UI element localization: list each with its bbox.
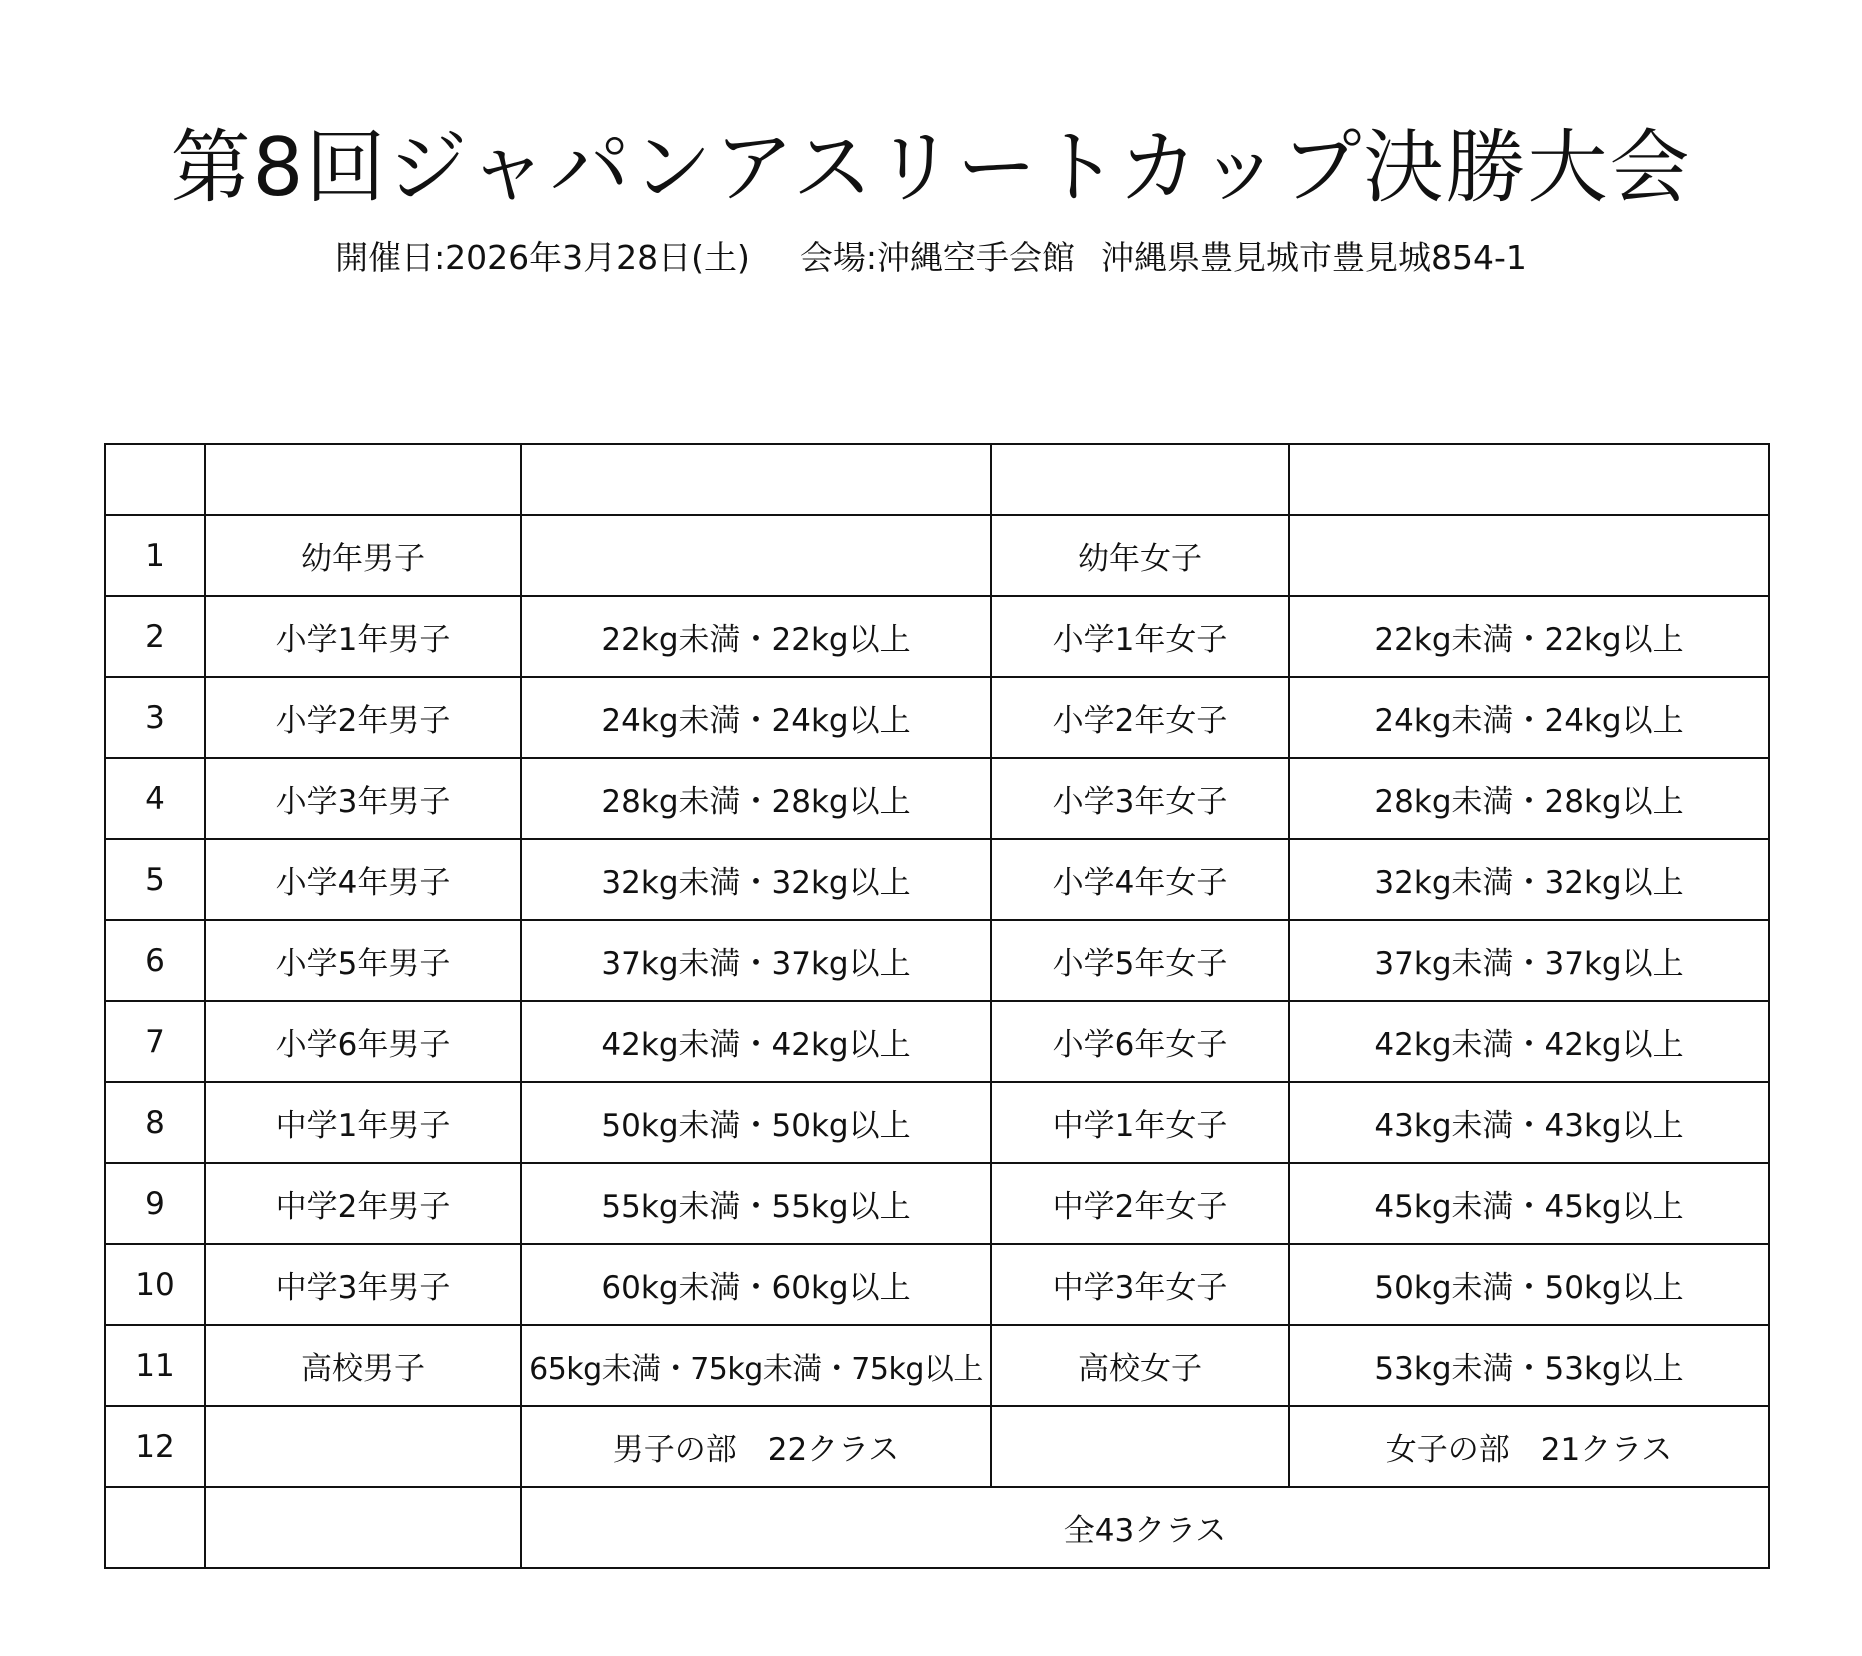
page-title: 第8回ジャパンアスリートカップ決勝大会 (170, 121, 1692, 214)
boys-weight-classes: 50kg未満・50kg以上 (521, 1082, 991, 1163)
girls-weight-classes: 50kg未満・50kg以上 (1289, 1244, 1769, 1325)
row-number: 5 (105, 839, 205, 920)
boys-division: 小学2年男子 (205, 677, 521, 758)
table-row (105, 677, 1769, 758)
event-info (0, 236, 1862, 280)
row-number: 7 (105, 1001, 205, 1082)
girls-division: 小学2年女子 (991, 677, 1289, 758)
grand-total-row (105, 1487, 1769, 1568)
row-number: 3 (105, 677, 205, 758)
boys-weight-classes (521, 515, 991, 596)
boys-division: 幼年男子 (205, 515, 521, 596)
table-header-cell (521, 444, 991, 515)
girls-division: 高校女子 (991, 1325, 1289, 1406)
boys-division: 小学1年男子 (205, 596, 521, 677)
grand-total-empty-cell (105, 1487, 205, 1568)
event-address: 沖縄県豊見城市豊見城854-1 (1101, 238, 1527, 277)
girls-weight-classes: 42kg未満・42kg以上 (1289, 1001, 1769, 1082)
boys-division: 中学1年男子 (205, 1082, 521, 1163)
girls-weight-classes (1289, 515, 1769, 596)
boys-division: 小学3年男子 (205, 758, 521, 839)
girls-weight-classes: 22kg未満・22kg以上 (1289, 596, 1769, 677)
table-header-cell (105, 444, 205, 515)
boys-weight-classes: 55kg未満・55kg以上 (521, 1163, 991, 1244)
table-header-cell (1289, 444, 1769, 515)
table-row (105, 1325, 1769, 1406)
class-table (104, 443, 1770, 1569)
table-row (105, 1001, 1769, 1082)
class-table-body (105, 444, 1769, 1568)
table-header-cell (991, 444, 1289, 515)
row-number: 8 (105, 1082, 205, 1163)
girls-division: 小学3年女子 (991, 758, 1289, 839)
boys-division: 中学2年男子 (205, 1163, 521, 1244)
table-row (105, 1244, 1769, 1325)
row-number: 9 (105, 1163, 205, 1244)
boys-class-total: 男子の部 22クラス (521, 1406, 991, 1487)
table-row (105, 515, 1769, 596)
summary-empty-cell (205, 1406, 521, 1487)
girls-division: 小学1年女子 (991, 596, 1289, 677)
boys-division: 小学5年男子 (205, 920, 521, 1001)
table-header-cell (205, 444, 521, 515)
girls-division: 中学3年女子 (991, 1244, 1289, 1325)
boys-weight-classes: 60kg未満・60kg以上 (521, 1244, 991, 1325)
girls-weight-classes: 37kg未満・37kg以上 (1289, 920, 1769, 1001)
boys-weight-classes: 24kg未満・24kg以上 (521, 677, 991, 758)
boys-weight-classes: 37kg未満・37kg以上 (521, 920, 991, 1001)
girls-division: 小学6年女子 (991, 1001, 1289, 1082)
row-number: 11 (105, 1325, 205, 1406)
summary-empty-cell (991, 1406, 1289, 1487)
grand-total: 全43クラス (521, 1487, 1769, 1568)
boys-weight-classes: 65kg未満・75kg未満・75kg以上 (521, 1325, 991, 1406)
row-number: 1 (105, 515, 205, 596)
row-number: 4 (105, 758, 205, 839)
boys-division: 小学6年男子 (205, 1001, 521, 1082)
table-header-row (105, 444, 1769, 515)
row-number: 12 (105, 1406, 205, 1487)
table-row (105, 596, 1769, 677)
row-number: 6 (105, 920, 205, 1001)
girls-weight-classes: 53kg未満・53kg以上 (1289, 1325, 1769, 1406)
girls-weight-classes: 43kg未満・43kg以上 (1289, 1082, 1769, 1163)
grand-total-empty-cell (205, 1487, 521, 1568)
summary-row (105, 1406, 1769, 1487)
girls-class-total: 女子の部 21クラス (1289, 1406, 1769, 1487)
girls-weight-classes: 24kg未満・24kg以上 (1289, 677, 1769, 758)
girls-division: 中学2年女子 (991, 1163, 1289, 1244)
girls-division: 幼年女子 (991, 515, 1289, 596)
boys-division: 中学3年男子 (205, 1244, 521, 1325)
row-number: 10 (105, 1244, 205, 1325)
boys-weight-classes: 32kg未満・32kg以上 (521, 839, 991, 920)
girls-weight-classes: 32kg未満・32kg以上 (1289, 839, 1769, 920)
table-row (105, 1082, 1769, 1163)
girls-division: 中学1年女子 (991, 1082, 1289, 1163)
boys-weight-classes: 28kg未満・28kg以上 (521, 758, 991, 839)
row-number: 2 (105, 596, 205, 677)
boys-weight-classes: 22kg未満・22kg以上 (521, 596, 991, 677)
boys-division: 小学4年男子 (205, 839, 521, 920)
table-row (105, 839, 1769, 920)
girls-weight-classes: 28kg未満・28kg以上 (1289, 758, 1769, 839)
event-venue: 会場:沖縄空手会館 (799, 238, 1076, 277)
boys-division: 高校男子 (205, 1325, 521, 1406)
girls-division: 小学4年女子 (991, 839, 1289, 920)
table-row (105, 1163, 1769, 1244)
table-row (105, 920, 1769, 1001)
girls-weight-classes: 45kg未満・45kg以上 (1289, 1163, 1769, 1244)
event-date: 開催日:2026年3月28日(土) (335, 238, 750, 277)
boys-weight-classes: 42kg未満・42kg以上 (521, 1001, 991, 1082)
girls-division: 小学5年女子 (991, 920, 1289, 1001)
table-row (105, 758, 1769, 839)
